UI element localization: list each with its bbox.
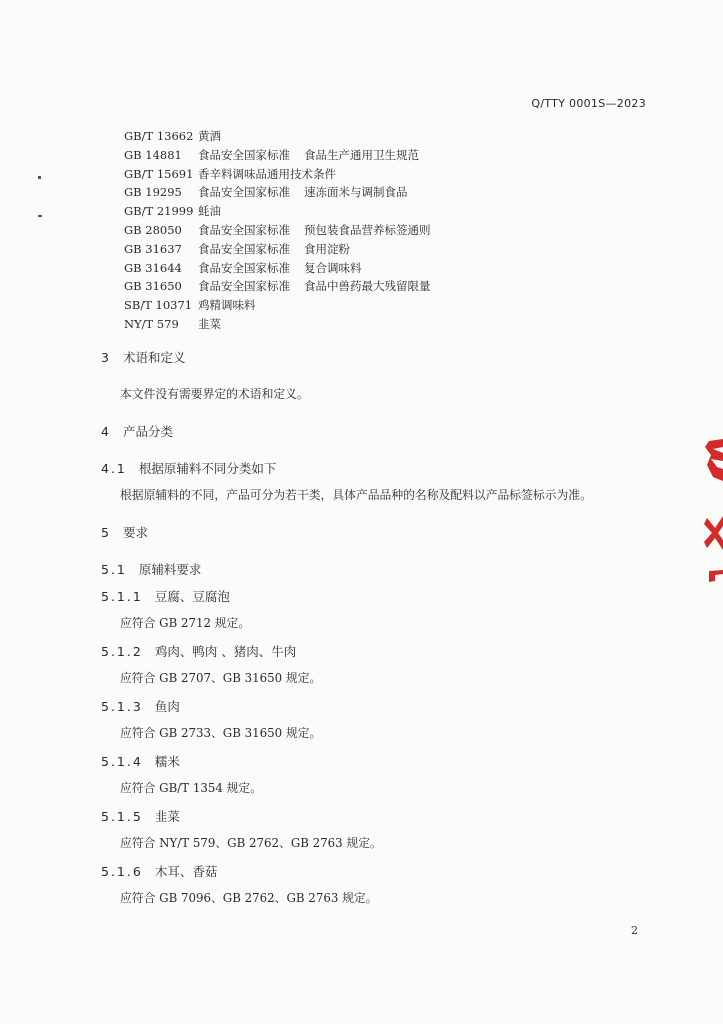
section-text-5-1-6: 应符合 GB 7096、GB 2762、GB 2763 规定。 bbox=[120, 891, 378, 905]
section-number: 5.1 bbox=[101, 562, 127, 577]
reference-item bbox=[124, 241, 431, 260]
scan-speck bbox=[38, 176, 41, 179]
reference-title: 食品安全国家标准 bbox=[198, 279, 290, 294]
section-text-3: 本文件没有需要界定的术语和定义。 bbox=[120, 387, 309, 401]
section-title: 豆腐、豆腐泡 bbox=[154, 589, 230, 604]
section-number: 5.1.4 bbox=[101, 754, 143, 769]
reference-title: 食品安全国家标准 bbox=[198, 147, 290, 162]
section-title: 糯米 bbox=[154, 754, 180, 769]
reference-title: 蚝油 bbox=[198, 204, 221, 219]
section-number: 5.1.1 bbox=[101, 589, 143, 604]
reference-subtitle: 食用淀粉 bbox=[304, 241, 350, 256]
reference-title: 黄酒 bbox=[198, 129, 221, 143]
reference-title: 鸡精调味料 bbox=[198, 298, 256, 313]
reference-subtitle: 食品中兽药最大残留限量 bbox=[304, 279, 431, 294]
reference-title: 食品安全国家标准 bbox=[198, 260, 290, 275]
reference-item bbox=[124, 316, 431, 335]
section-title: 产品分类 bbox=[122, 424, 173, 439]
reference-item bbox=[124, 147, 431, 166]
section-text-5-1-2: 应符合 GB 2707、GB 31650 规定。 bbox=[120, 671, 322, 685]
reference-item bbox=[124, 203, 431, 222]
section-title: 原辅料要求 bbox=[138, 562, 202, 577]
reference-code: GB 31650 bbox=[124, 279, 182, 294]
reference-code: GB 28050 bbox=[124, 222, 182, 237]
section-title: 术语和定义 bbox=[122, 350, 186, 365]
reference-subtitle: 复合调味料 bbox=[304, 260, 362, 275]
section-number: 5.1.3 bbox=[101, 699, 143, 714]
section-number: 4.1 bbox=[101, 461, 127, 476]
reference-code: NY/T 579 bbox=[124, 316, 179, 331]
reference-code: GB/T 13662 bbox=[124, 129, 194, 143]
red-seal-fragment bbox=[701, 512, 723, 554]
reference-item bbox=[124, 166, 431, 185]
reference-title: 食品安全国家标准 bbox=[198, 185, 290, 200]
reference-code: GB 31644 bbox=[124, 260, 182, 275]
section-number: 3 bbox=[101, 350, 111, 365]
section-number: 5.1.5 bbox=[101, 809, 143, 824]
section-title: 韭菜 bbox=[154, 809, 180, 824]
scan-speck bbox=[38, 215, 42, 217]
section-title: 木耳、香菇 bbox=[154, 864, 218, 879]
section-heading-5-1-4 bbox=[101, 752, 180, 770]
section-heading-5-1-5 bbox=[101, 807, 180, 825]
reference-code: SB/T 10371 bbox=[124, 298, 193, 313]
section-heading-5-1-6 bbox=[101, 862, 217, 880]
reference-item bbox=[124, 128, 431, 147]
reference-code: GB 31637 bbox=[124, 241, 182, 256]
page-number: 2 bbox=[631, 924, 638, 937]
normative-references-list bbox=[124, 128, 431, 335]
reference-code: GB 19295 bbox=[124, 185, 182, 200]
reference-item bbox=[124, 260, 431, 279]
section-title: 根据原辅料不同分类如下 bbox=[138, 461, 277, 476]
section-heading-5-1-2 bbox=[101, 642, 296, 660]
reference-code: GB/T 21999 bbox=[124, 204, 194, 219]
section-title: 要求 bbox=[122, 525, 148, 540]
reference-title: 韭菜 bbox=[198, 316, 221, 331]
red-seal-fragment bbox=[701, 568, 723, 584]
section-number: 5.1.6 bbox=[101, 864, 143, 879]
section-heading-4 bbox=[101, 422, 173, 440]
reference-item bbox=[124, 222, 431, 241]
reference-title: 食品安全国家标准 bbox=[198, 222, 290, 237]
reference-item bbox=[124, 184, 431, 203]
section-heading-4-1 bbox=[101, 459, 276, 477]
reference-subtitle: 预包装食品营养标签通则 bbox=[304, 222, 431, 237]
section-title: 鱼肉 bbox=[154, 699, 180, 714]
reference-title: 香辛料调味品通用技术条件 bbox=[198, 166, 336, 181]
reference-item bbox=[124, 278, 431, 297]
section-text-5-1-5: 应符合 NY/T 579、GB 2762、GB 2763 规定。 bbox=[120, 836, 382, 850]
section-number: 4 bbox=[101, 424, 111, 439]
section-heading-5 bbox=[101, 523, 148, 541]
section-text-5-1-3: 应符合 GB 2733、GB 31650 规定。 bbox=[120, 726, 322, 740]
reference-code: GB 14881 bbox=[124, 147, 182, 162]
section-heading-5-1-3 bbox=[101, 697, 180, 715]
section-heading-5-1-1 bbox=[101, 587, 230, 605]
red-seal-fragment bbox=[701, 437, 723, 485]
section-number: 5 bbox=[101, 525, 111, 540]
document-code-header: Q/TTY 0001S—2023 bbox=[531, 97, 646, 110]
reference-subtitle: 食品生产通用卫生规范 bbox=[304, 147, 419, 162]
reference-code: GB/T 15691 bbox=[124, 166, 194, 181]
reference-subtitle: 速冻面米与调制食品 bbox=[304, 185, 408, 200]
section-text-5-1-1: 应符合 GB 2712 规定。 bbox=[120, 616, 251, 630]
section-title: 鸡肉、鸭肉 、猪肉、牛肉 bbox=[154, 644, 297, 659]
section-heading-3 bbox=[101, 348, 185, 366]
reference-item bbox=[124, 297, 431, 316]
section-text-4-1: 根据原辅料的不同，产品可分为若干类，具体产品品种的名称及配料以产品标签标示为准。 bbox=[120, 488, 592, 502]
reference-title: 食品安全国家标准 bbox=[198, 241, 290, 256]
section-heading-5-1 bbox=[101, 560, 201, 578]
section-text-5-1-4: 应符合 GB/T 1354 规定。 bbox=[120, 781, 262, 795]
section-number: 5.1.2 bbox=[101, 644, 143, 659]
